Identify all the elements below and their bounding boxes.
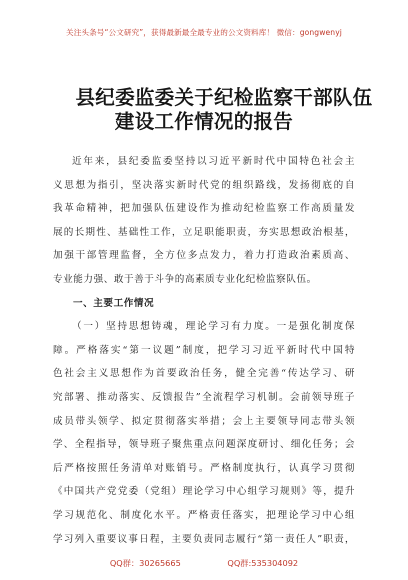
- section-line: 障。严格落实“第一议题”制度，把学习习近平新时代中国特: [53, 344, 355, 356]
- document-title-line2: 建设工作情况的报告: [114, 110, 294, 133]
- body-line: 我革命精神，把加强队伍建设作为推动纪检监察工作高质量发: [53, 203, 355, 215]
- body-line: 展的长期性、基础性工作，立足职能职责，夯实思想政治根基，: [53, 226, 355, 238]
- section-line: 学习规范化、制度化水平。严格责任落实，把理论学习中心组: [53, 509, 355, 521]
- footer-qq-group-2: QQ群:535304092: [227, 558, 299, 568]
- section-line: （一）坚持思想铸魂，理论学习有力度。一是强化制度保: [72, 321, 355, 333]
- section-line: 学、全程指导，领导班子聚焦重点问题深度研讨、细化任务；会: [53, 439, 355, 451]
- section-line: 后严格按照任务清单对账销号。严格制度执行，认真学习贯彻: [53, 462, 355, 474]
- body-line: 加强干部管理监督，全方位多点发力，着力打造政治素质高、: [53, 250, 355, 262]
- section-line: 色社会主义思想作为首要政治任务，健全完善“传达学习、研: [53, 368, 355, 380]
- section-line: 究部署、推动落实、反馈报告”全流程学习机制。会前领导班子: [53, 391, 355, 403]
- section-heading: 一、主要工作情况: [73, 297, 155, 309]
- footer-qq-group-1: QQ群：30265665: [109, 558, 181, 568]
- section-line: 《中国共产党党委（党组）理论学习中心组学习规则》等，提升: [53, 486, 355, 498]
- document-body: [53, 150, 355, 551]
- footer-banner: [0, 558, 408, 569]
- section-line: 学习列入重要议事日程，主要负责同志履行“第一责任人”职责，: [53, 533, 355, 545]
- body-line: 近年来，县纪委监委坚持以习近平新时代中国特色社会主: [72, 156, 355, 167]
- body-line: 专业能力强、敢于善于斗争的高素质专业化纪检监察队伍。: [53, 273, 317, 285]
- section-line: 成员带头领学、拟定贯彻落实举措；会上主要领导同志带头领: [53, 415, 355, 427]
- document-title-line1: 县纪委监委关于纪检监察干部队伍: [75, 86, 373, 109]
- header-banner: 关注头条号“公文研究”，获得最新最全最专业的公文资料库！ 微信：gongwenyj: [66, 28, 342, 37]
- body-line: 义思想为指引，坚决落实新时代党的组织路线，发扬彻底的自: [53, 179, 355, 191]
